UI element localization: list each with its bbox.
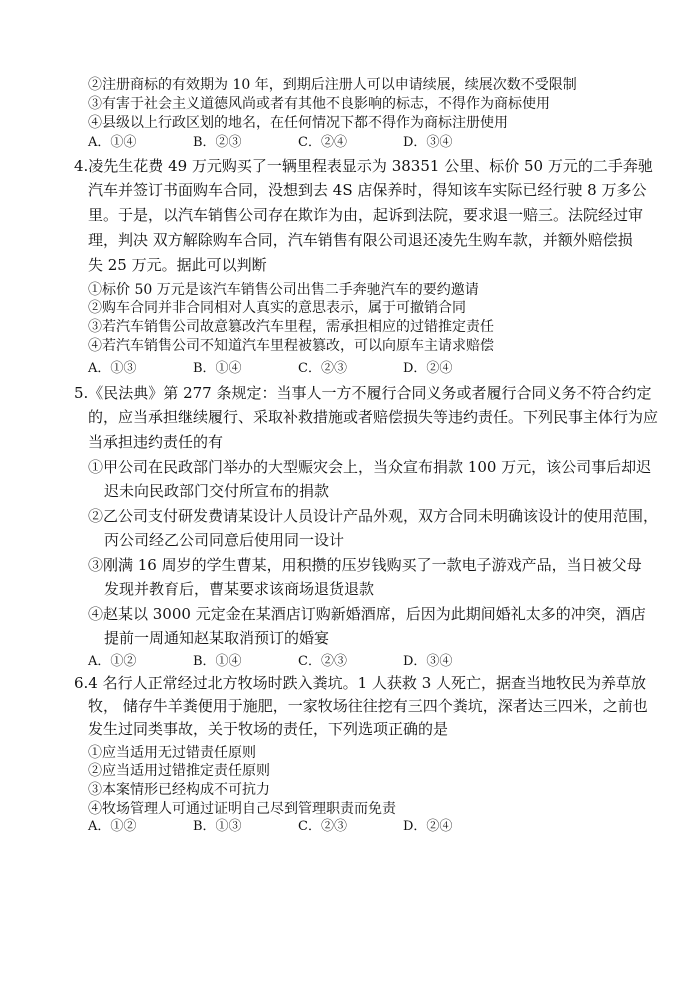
- q5-statement-3-line-2: 发现并教育后，曹某要求该商场退货退款: [104, 580, 375, 598]
- q4-statement-2: ②购车合同并非合同相对人真实的意思表示，属于可撤销合同: [88, 300, 466, 316]
- q5-statement-1-line-1: ①甲公司在民政部门举办的大型赈灾会上，当众宣布捐款 100 万元，该公司事后却迟: [88, 458, 652, 476]
- q5-stem-line-1: 5.《民法典》第 277 条规定：当事人一方不履行合同义务或者履行合同义务不符合约定: [74, 384, 652, 402]
- q3-option-d: D．③④: [403, 135, 453, 150]
- q4-stem-line-1: 4.凌先生花费 49 万元购买了一辆里程表显示为 38351 公里、标价 50 万元的二手奔驰: [74, 157, 653, 175]
- q3-option-a: A．①④: [88, 135, 137, 150]
- q4-stem-line-2: 汽车并签订书面购车合同，没想到去 4S 店保养时，得知该车实际已经行驶 8 万多公: [88, 181, 647, 199]
- q6-option-c: C．②③: [298, 819, 347, 834]
- q6-option-b: B．①③: [193, 819, 242, 834]
- q3-statement-4: ④县级以上行政区划的地名，在任何情况下都不得作为商标注册使用: [88, 115, 508, 131]
- q6-stem-line-3: 发生过同类事故，关于牧场的责任，下列选项正确的是: [88, 720, 449, 738]
- q3-option-b: B．②③: [193, 135, 242, 150]
- q6-statement-1: ①应当适用无过错责任原则: [88, 745, 256, 761]
- q4-option-a: A．①③: [88, 361, 137, 376]
- q6-option-a: A．①②: [88, 819, 137, 834]
- q6-stem-line-2: 牧， 储存牛羊粪便用于施肥，一家牧场往往挖有三四个粪坑，深者达三四米，之前也: [88, 697, 648, 715]
- q4-option-b: B．①④: [193, 361, 242, 376]
- q5-statement-2-line-1: ②乙公司支付研发费请某设计人员设计产品外观，双方合同未明确该设计的使用范围，: [88, 507, 659, 525]
- q5-stem-line-2: 的，应当承担继续履行、采取补救措施或者赔偿损失等违约责任。下列民事主体行为应: [88, 408, 659, 426]
- q6-stem-line-1: 6.4 名行人正常经过北方牧场时跌入粪坑。1 人获救 3 人死亡，据查当地牧民为养草放: [74, 674, 647, 692]
- q6-statement-3: ③本案情形已经构成不可抗力: [88, 782, 270, 798]
- q5-statement-3-line-1: ③刚满 16 周岁的学生曹某，用积攒的压岁钱购买了一款电子游戏产品，当日被父母: [88, 556, 642, 574]
- q4-options: [88, 360, 568, 378]
- q4-statement-4: ④若汽车销售公司不知道汽车里程被篡改，可以向原车主请求赔偿: [88, 338, 494, 354]
- q5-option-b: B．①④: [193, 654, 242, 669]
- q4-option-d: D．②④: [403, 361, 453, 376]
- q4-stem-line-3: 里。于是，以汽车销售公司存在欺诈为由，起诉到法院，要求退一赔三。法院经过审: [88, 206, 644, 224]
- q6-option-d: D．②④: [403, 819, 453, 834]
- q6-statement-2: ②应当适用过错推定责任原则: [88, 763, 270, 779]
- q6-options: [88, 818, 568, 836]
- q4-option-c: C．②③: [298, 361, 347, 376]
- q5-statement-2-line-2: 丙公司经乙公司同意后使用同一设计: [104, 531, 345, 549]
- q4-statement-3: ③若汽车销售公司故意篡改汽车里程，需承担相应的过错推定责任: [88, 319, 494, 335]
- q5-option-d: D．③④: [403, 654, 453, 669]
- q5-option-a: A．①②: [88, 654, 137, 669]
- q5-statement-1-line-2: 迟未向民政部门交付所宣布的捐款: [104, 482, 330, 500]
- q4-statement-1: ①标价 50 万元是该汽车销售公司出售二手奔驰汽车的要约邀请: [88, 282, 479, 298]
- q5-statement-4-line-2: 提前一周通知赵某取消预订的婚宴: [104, 629, 330, 647]
- q3-statement-2: ②注册商标的有效期为 10 年，到期后注册人可以申请续展，续展次数不受限制: [88, 77, 577, 93]
- q3-options: [88, 134, 568, 152]
- q3-statement-3: ③有害于社会主义道德风尚或者有其他不良影响的标志，不得作为商标使用: [88, 96, 550, 112]
- q6-statement-4: ④牧场管理人可通过证明自己尽到管理职责而免责: [88, 801, 396, 817]
- q4-stem-line-5: 失 25 万元。据此可以判断: [88, 256, 267, 274]
- q5-option-c: C．②③: [298, 654, 347, 669]
- q3-option-c: C．②④: [298, 135, 347, 150]
- q5-statement-4-line-1: ④赵某以 3000 元定金在某酒店订购新婚酒席，后因为此期间婚礼太多的冲突，酒店: [88, 605, 646, 623]
- q4-stem-line-4: 理，判决 双方解除购车合同，汽车销售有限公司退还凌先生购车款，并额外赔偿损: [88, 231, 633, 249]
- q5-stem-line-3: 当承担违约责任的有: [88, 433, 224, 451]
- q5-options: [88, 653, 568, 671]
